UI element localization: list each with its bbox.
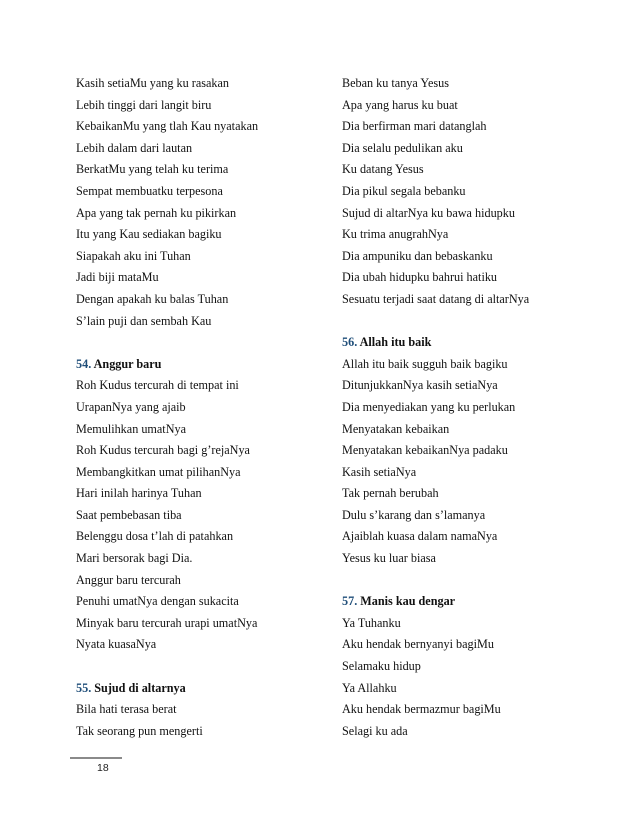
lyric-line: Ku trima anugrahNya bbox=[342, 227, 449, 242]
song-number: 54. bbox=[76, 356, 92, 371]
lyric-line: Belenggu dosa t’lah di patahkan bbox=[76, 529, 234, 544]
left-column bbox=[76, 73, 326, 742]
song-number: 57. bbox=[342, 594, 358, 609]
lyric-line: Ajaiblah kuasa dalam namaNya bbox=[342, 529, 498, 544]
lyric-line: Dia pikul segala bebanku bbox=[342, 183, 466, 198]
song-heading bbox=[342, 332, 612, 354]
lyric-line: Sesuatu terjadi saat datang di altarNya bbox=[342, 291, 530, 306]
lyric-line: Selagi ku ada bbox=[342, 723, 408, 738]
lyric-line: Saat pembebasan tiba bbox=[76, 507, 182, 522]
song-number: 56. bbox=[342, 335, 358, 350]
footer-rule bbox=[70, 757, 122, 759]
song-heading bbox=[342, 591, 612, 613]
lyric-line: Memulihkan umatNya bbox=[76, 421, 187, 436]
lyric-line: Aku hendak bernyanyi bagiMu bbox=[342, 637, 494, 652]
lyric-line: Apa yang harus ku buat bbox=[342, 97, 458, 112]
lyric-line: Dia selalu pedulikan aku bbox=[342, 140, 463, 155]
song-number: 55. bbox=[76, 680, 92, 695]
lyric-line: Siapakah aku ini Tuhan bbox=[76, 248, 191, 263]
lyric-line: Jadi biji mataMu bbox=[76, 270, 159, 285]
lyric-line: Lebih tinggi dari langit biru bbox=[76, 97, 212, 112]
lyric-line: DitunjukkanNya kasih setiaNya bbox=[342, 378, 498, 393]
lyric-line: Kasih setiaMu yang ku rasakan bbox=[76, 76, 229, 90]
lyric-line: Tak seorang pun mengerti bbox=[76, 723, 203, 738]
lyric-line: Sempat membuatku terpesona bbox=[76, 183, 223, 198]
stanza-gap bbox=[76, 332, 326, 354]
song-heading bbox=[76, 354, 326, 376]
lyric-line: Menyatakan kebaikan bbox=[342, 421, 450, 436]
lyric-line: Membangkitkan umat pilihanNya bbox=[76, 464, 241, 479]
lyric-line: Ya Allahku bbox=[342, 680, 397, 695]
lyric-line: Nyata kuasaNya bbox=[76, 637, 157, 652]
right-column bbox=[342, 73, 612, 742]
lyric-line: Ya Tuhanku bbox=[342, 615, 401, 630]
lyric-line: Sujud di altarNya ku bawa hidupku bbox=[342, 205, 515, 220]
lyric-line: Bila hati terasa berat bbox=[76, 702, 177, 717]
lyric-line: Itu yang Kau sediakan bagiku bbox=[76, 227, 222, 242]
lyric-line: Roh Kudus tercurah di tempat ini bbox=[76, 378, 239, 393]
lyric-line: Anggur baru tercurah bbox=[76, 572, 181, 587]
lyric-line: Roh Kudus tercurah bagi g’rejaNya bbox=[76, 443, 250, 458]
lyric-line: Selamaku hidup bbox=[342, 659, 421, 674]
lyric-line: Dia berfirman mari datanglah bbox=[342, 119, 487, 134]
lyric-line: Dulu s’karang dan s’lamanya bbox=[342, 507, 486, 522]
lyric-line: UrapanNya yang ajaib bbox=[76, 399, 186, 414]
lyric-line: Dia ubah hidupku bahrui hatiku bbox=[342, 270, 498, 285]
lyric-line: Tak pernah berubah bbox=[342, 486, 439, 501]
lyric-line: Hari inilah harinya Tuhan bbox=[76, 486, 202, 501]
song-title: Manis kau dengar bbox=[360, 594, 456, 609]
lyric-line: Penuhi umatNya dengan sukacita bbox=[76, 594, 239, 609]
lyric-line: Dia ampuniku dan bebaskanku bbox=[342, 248, 493, 263]
lyric-line: KebaikanMu yang tlah Kau nyatakan bbox=[76, 119, 259, 134]
lyric-line: S’lain puji dan sembah Kau bbox=[76, 313, 212, 328]
lyric-line: Dengan apakah ku balas Tuhan bbox=[76, 291, 229, 306]
lyric-line: Yesus ku luar biasa bbox=[342, 551, 436, 566]
lyric-line: Menyatakan kebaikanNya padaku bbox=[342, 443, 508, 458]
lyric-line: Apa yang tak pernah ku pikirkan bbox=[76, 205, 237, 220]
song-title: Anggur baru bbox=[93, 356, 162, 371]
lyric-line: Ku datang Yesus bbox=[342, 162, 424, 177]
lyric-line: Lebih dalam dari lautan bbox=[76, 140, 193, 155]
page-number: 18 bbox=[97, 762, 109, 774]
song-heading bbox=[76, 678, 326, 700]
lyric-line: Dia menyediakan yang ku perlukan bbox=[342, 399, 516, 414]
song-title: Allah itu baik bbox=[359, 335, 432, 350]
song-title: Sujud di altarnya bbox=[94, 680, 186, 695]
lyric-line: Allah itu baik sugguh baik bagiku bbox=[342, 356, 508, 371]
stanza-gap bbox=[342, 311, 612, 333]
lyric-line: Kasih setiaNya bbox=[342, 464, 417, 479]
lyric-line: Beban ku tanya Yesus bbox=[342, 76, 449, 90]
stanza-gap bbox=[76, 656, 326, 678]
lyric-line: Aku hendak bermazmur bagiMu bbox=[342, 702, 501, 717]
lyric-line: Mari bersorak bagi Dia. bbox=[76, 551, 193, 566]
lyric-line: Minyak baru tercurah urapi umatNya bbox=[76, 615, 258, 630]
lyric-line: BerkatMu yang telah ku terima bbox=[76, 162, 229, 177]
stanza-gap bbox=[342, 570, 612, 592]
